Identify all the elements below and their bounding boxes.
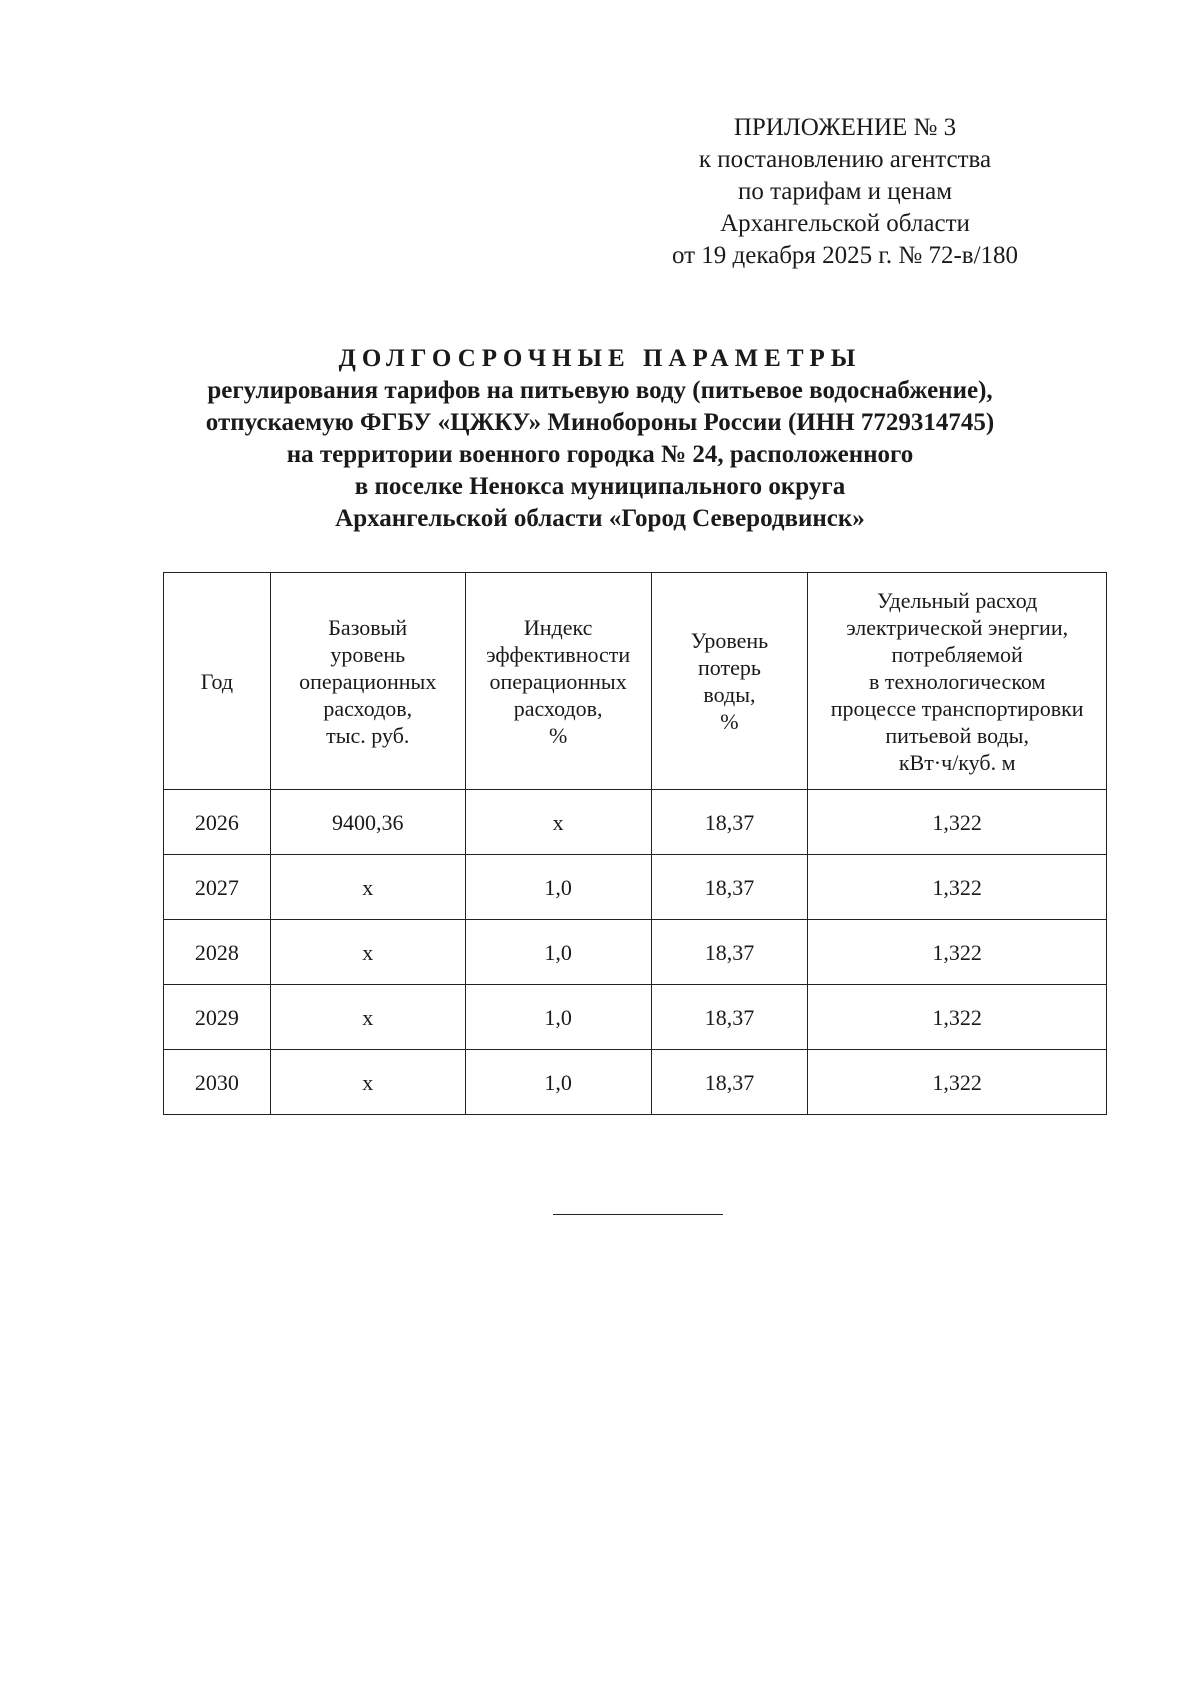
appendix-block [620,112,1070,272]
header-line: уровень [330,641,406,667]
header-line: эффективности [486,641,631,667]
header-line: кВт·ч/куб. м [898,749,1016,775]
cell-water-loss: 18,37 [651,920,808,985]
appendix-line: Архангельской области [720,210,970,237]
cell-base-opex: х [270,1050,465,1115]
cell-water-loss: 18,37 [651,985,808,1050]
title-line: в поселке Ненокса муниципального округа [354,473,846,500]
title-line: на территории военного городка № 24, расположенного [286,441,914,468]
header-line: операционных [299,668,437,694]
cell-water-loss: 18,37 [651,790,808,855]
header-line: тыс. руб. [326,722,410,748]
header-line: воды, [703,682,756,707]
header-line: расходов, [513,695,603,721]
table-row [164,1050,1107,1115]
end-divider [553,1214,723,1215]
table-row [164,855,1107,920]
header-efficiency-index [465,573,651,790]
cell-base-opex: 9400,36 [270,790,465,855]
title-line: регулирования тарифов на питьевую воду (питьевое водоснабжение), [207,377,993,404]
cell-efficiency-index: 1,0 [465,855,651,920]
cell-base-opex: х [270,985,465,1050]
header-line: Год [200,668,234,694]
cell-water-loss: 18,37 [651,855,808,920]
header-line: питьевой воды, [885,722,1029,748]
cell-year: 2028 [164,920,271,985]
cell-energy-consumption: 1,322 [808,1050,1107,1115]
header-line: операционных [489,668,627,694]
table-row [164,920,1107,985]
cell-efficiency-index: 1,0 [465,985,651,1050]
table-row [164,985,1107,1050]
cell-efficiency-index: 1,0 [465,920,651,985]
header-line: Индекс [523,614,593,640]
table-header-row [164,573,1107,790]
appendix-line: по тарифам и ценам [737,178,953,205]
header-line: в технологическом [868,668,1046,694]
header-line: Удельный расход [877,587,1038,613]
cell-energy-consumption: 1,322 [808,855,1107,920]
cell-base-opex: х [270,855,465,920]
header-line: потерь [698,655,761,680]
cell-year: 2029 [164,985,271,1050]
header-year [164,573,271,790]
header-water-loss [651,573,808,790]
document-title [100,343,1100,535]
appendix-date: от 19 декабря 2025 г. № 72-в/180 [671,242,1019,269]
cell-energy-consumption: 1,322 [808,985,1107,1050]
header-line: Базовый [328,614,408,640]
appendix-line: к постановлению агентства [698,146,992,173]
header-line: % [548,722,568,748]
header-line: процессе транспортировки [830,695,1084,721]
parameters-table [163,572,1107,1115]
header-line: электрической энергии, [846,614,1069,640]
header-energy-consumption [808,573,1107,790]
cell-efficiency-index: 1,0 [465,1050,651,1115]
title-line: Архангельской области «Город Северодвинск» [335,505,865,532]
title-main: ДОЛГОСРОЧНЫЕ ПАРАМЕТРЫ [338,345,862,372]
cell-base-opex: х [270,920,465,985]
cell-year: 2026 [164,790,271,855]
cell-energy-consumption: 1,322 [808,790,1107,855]
cell-year: 2027 [164,855,271,920]
appendix-number: ПРИЛОЖЕНИЕ № 3 [733,114,957,141]
header-line: Уровень [690,628,769,653]
cell-efficiency-index: х [465,790,651,855]
header-line: расходов, [323,695,413,721]
header-base-opex [270,573,465,790]
title-line: отпускаемую ФГБУ «ЦЖКУ» Минобороны России (ИНН 7729314745) [205,409,995,436]
table-row [164,790,1107,855]
header-line: потребляемой [891,641,1023,667]
cell-year: 2030 [164,1050,271,1115]
cell-water-loss: 18,37 [651,1050,808,1115]
cell-energy-consumption: 1,322 [808,920,1107,985]
header-line: % [720,709,739,734]
